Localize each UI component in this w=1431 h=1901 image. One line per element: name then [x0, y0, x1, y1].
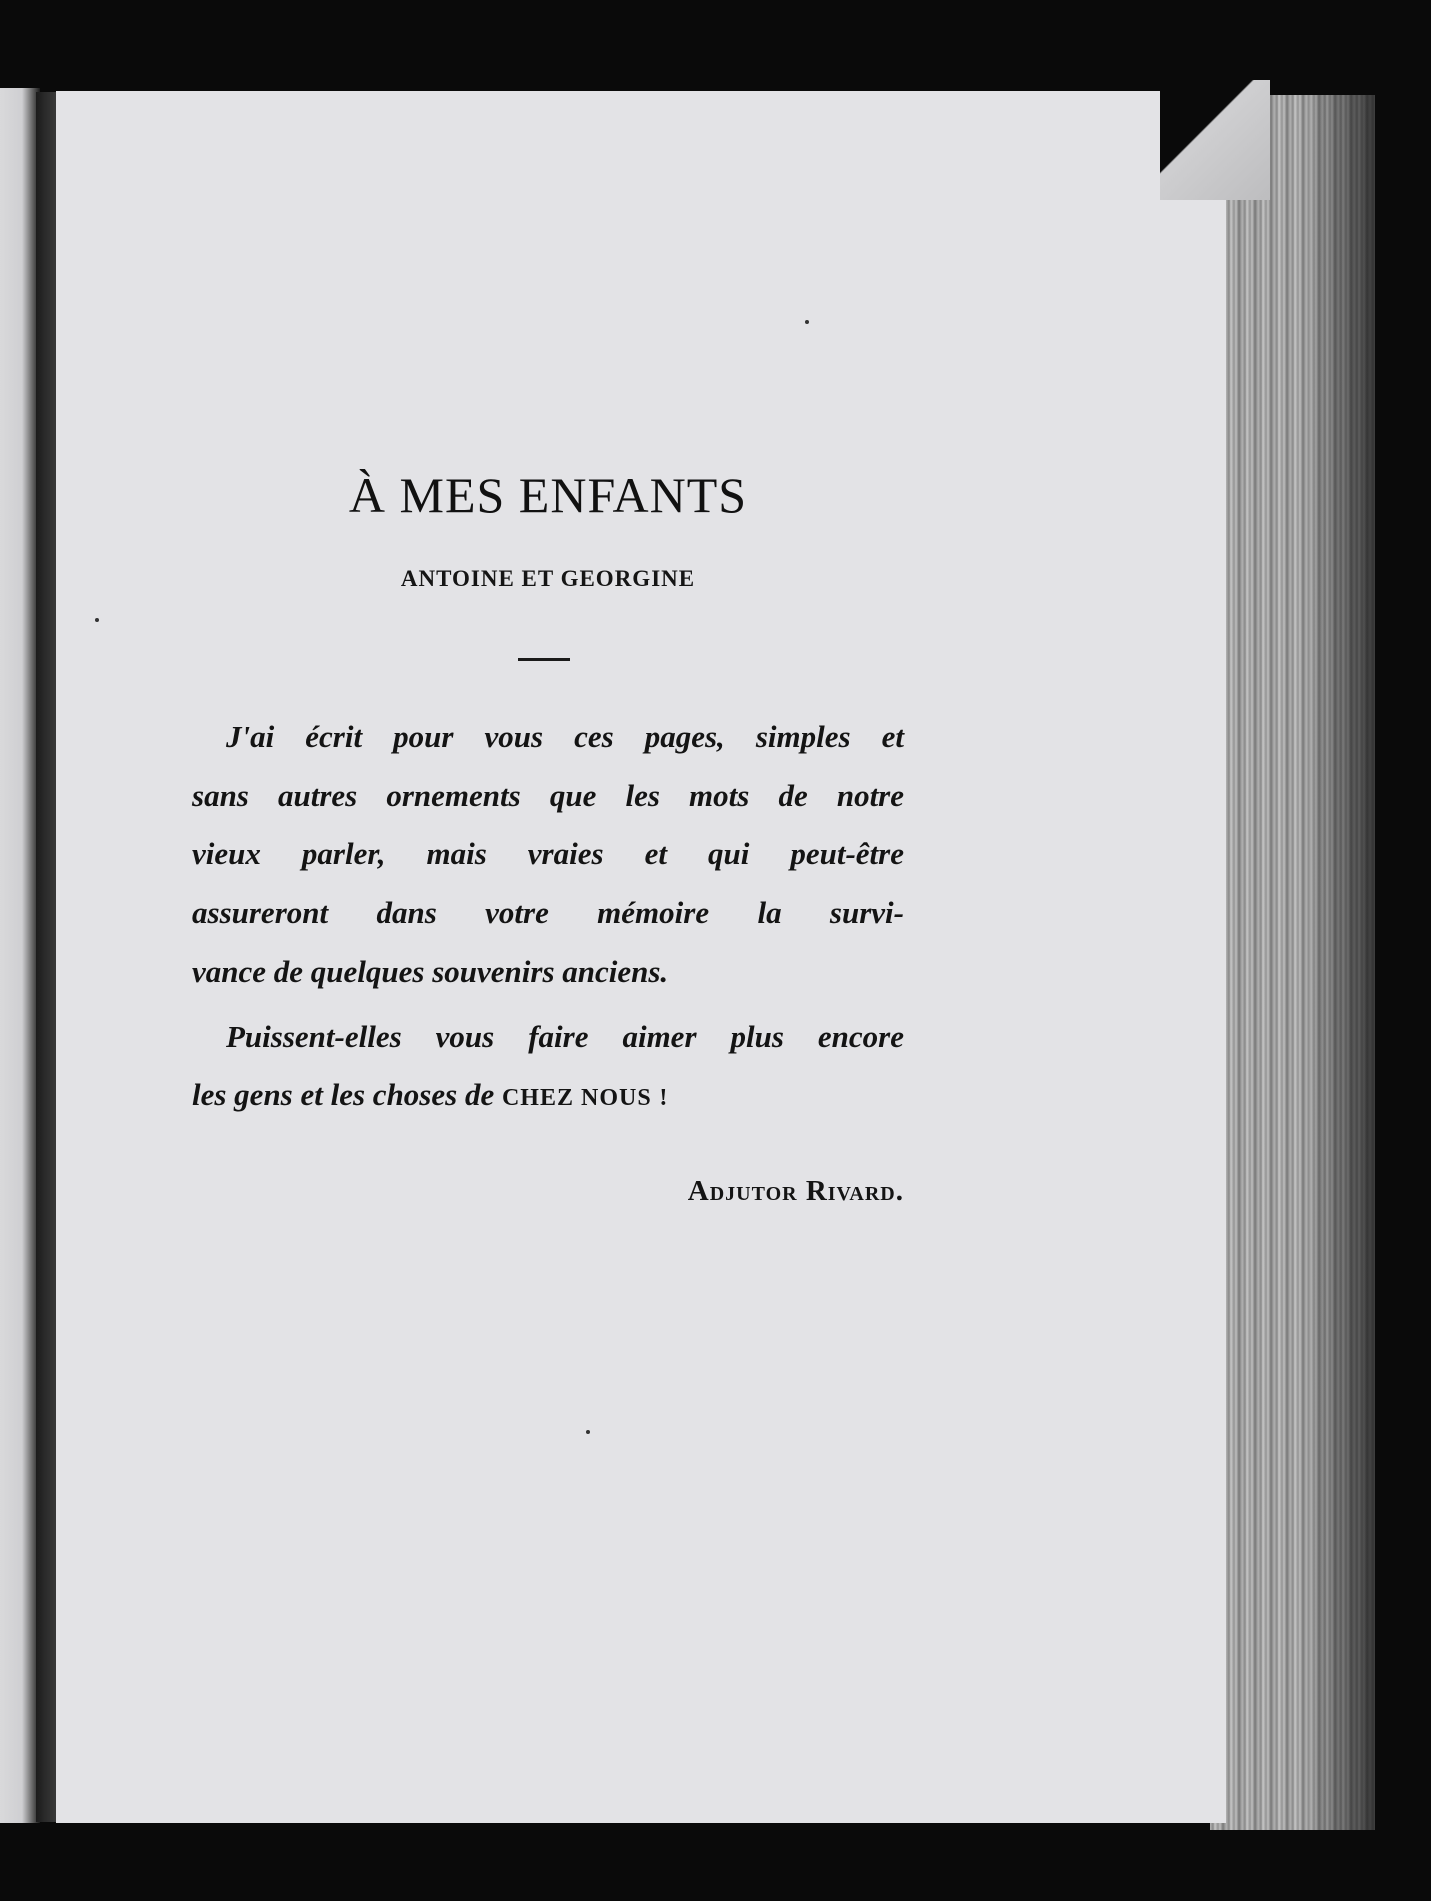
top-scan-border [56, 75, 1266, 91]
separator-rule [518, 658, 570, 661]
text-line: J'ai écrit pour vous ces pages, simples et [226, 719, 904, 754]
chez-nous-emphasis: CHEZ NOUS [501, 1085, 652, 1111]
text-segment: les gens et les choses de [192, 1077, 495, 1112]
text-line: vieux parler, mais vraies et qui peut-être [192, 836, 904, 871]
dedication-title: À MES ENFANTS [348, 467, 748, 523]
text-line: vance de quelques souvenirs anciens. [192, 954, 669, 989]
author-signature: Adjutor Rivard. [687, 1175, 904, 1207]
page-speck [805, 320, 809, 324]
page-speck [95, 618, 99, 622]
text-segment: ! [659, 1085, 669, 1111]
folded-page-corner [1160, 80, 1270, 200]
book-edge-shadow [1310, 95, 1375, 1830]
text-line: sans autres ornements que les mots de notre [192, 778, 904, 813]
previous-page-edge [0, 88, 40, 1823]
text-line: Puissent-elles vous faire aimer plus encore [226, 1019, 904, 1054]
text-line [192, 1075, 904, 1118]
text-line: assureront dans votre mémoire la survi- [192, 895, 904, 930]
dedication-subtitle: ANTOINE ET GEORGINE [400, 566, 696, 591]
book-gutter [36, 92, 58, 1822]
page-speck [586, 1430, 590, 1434]
